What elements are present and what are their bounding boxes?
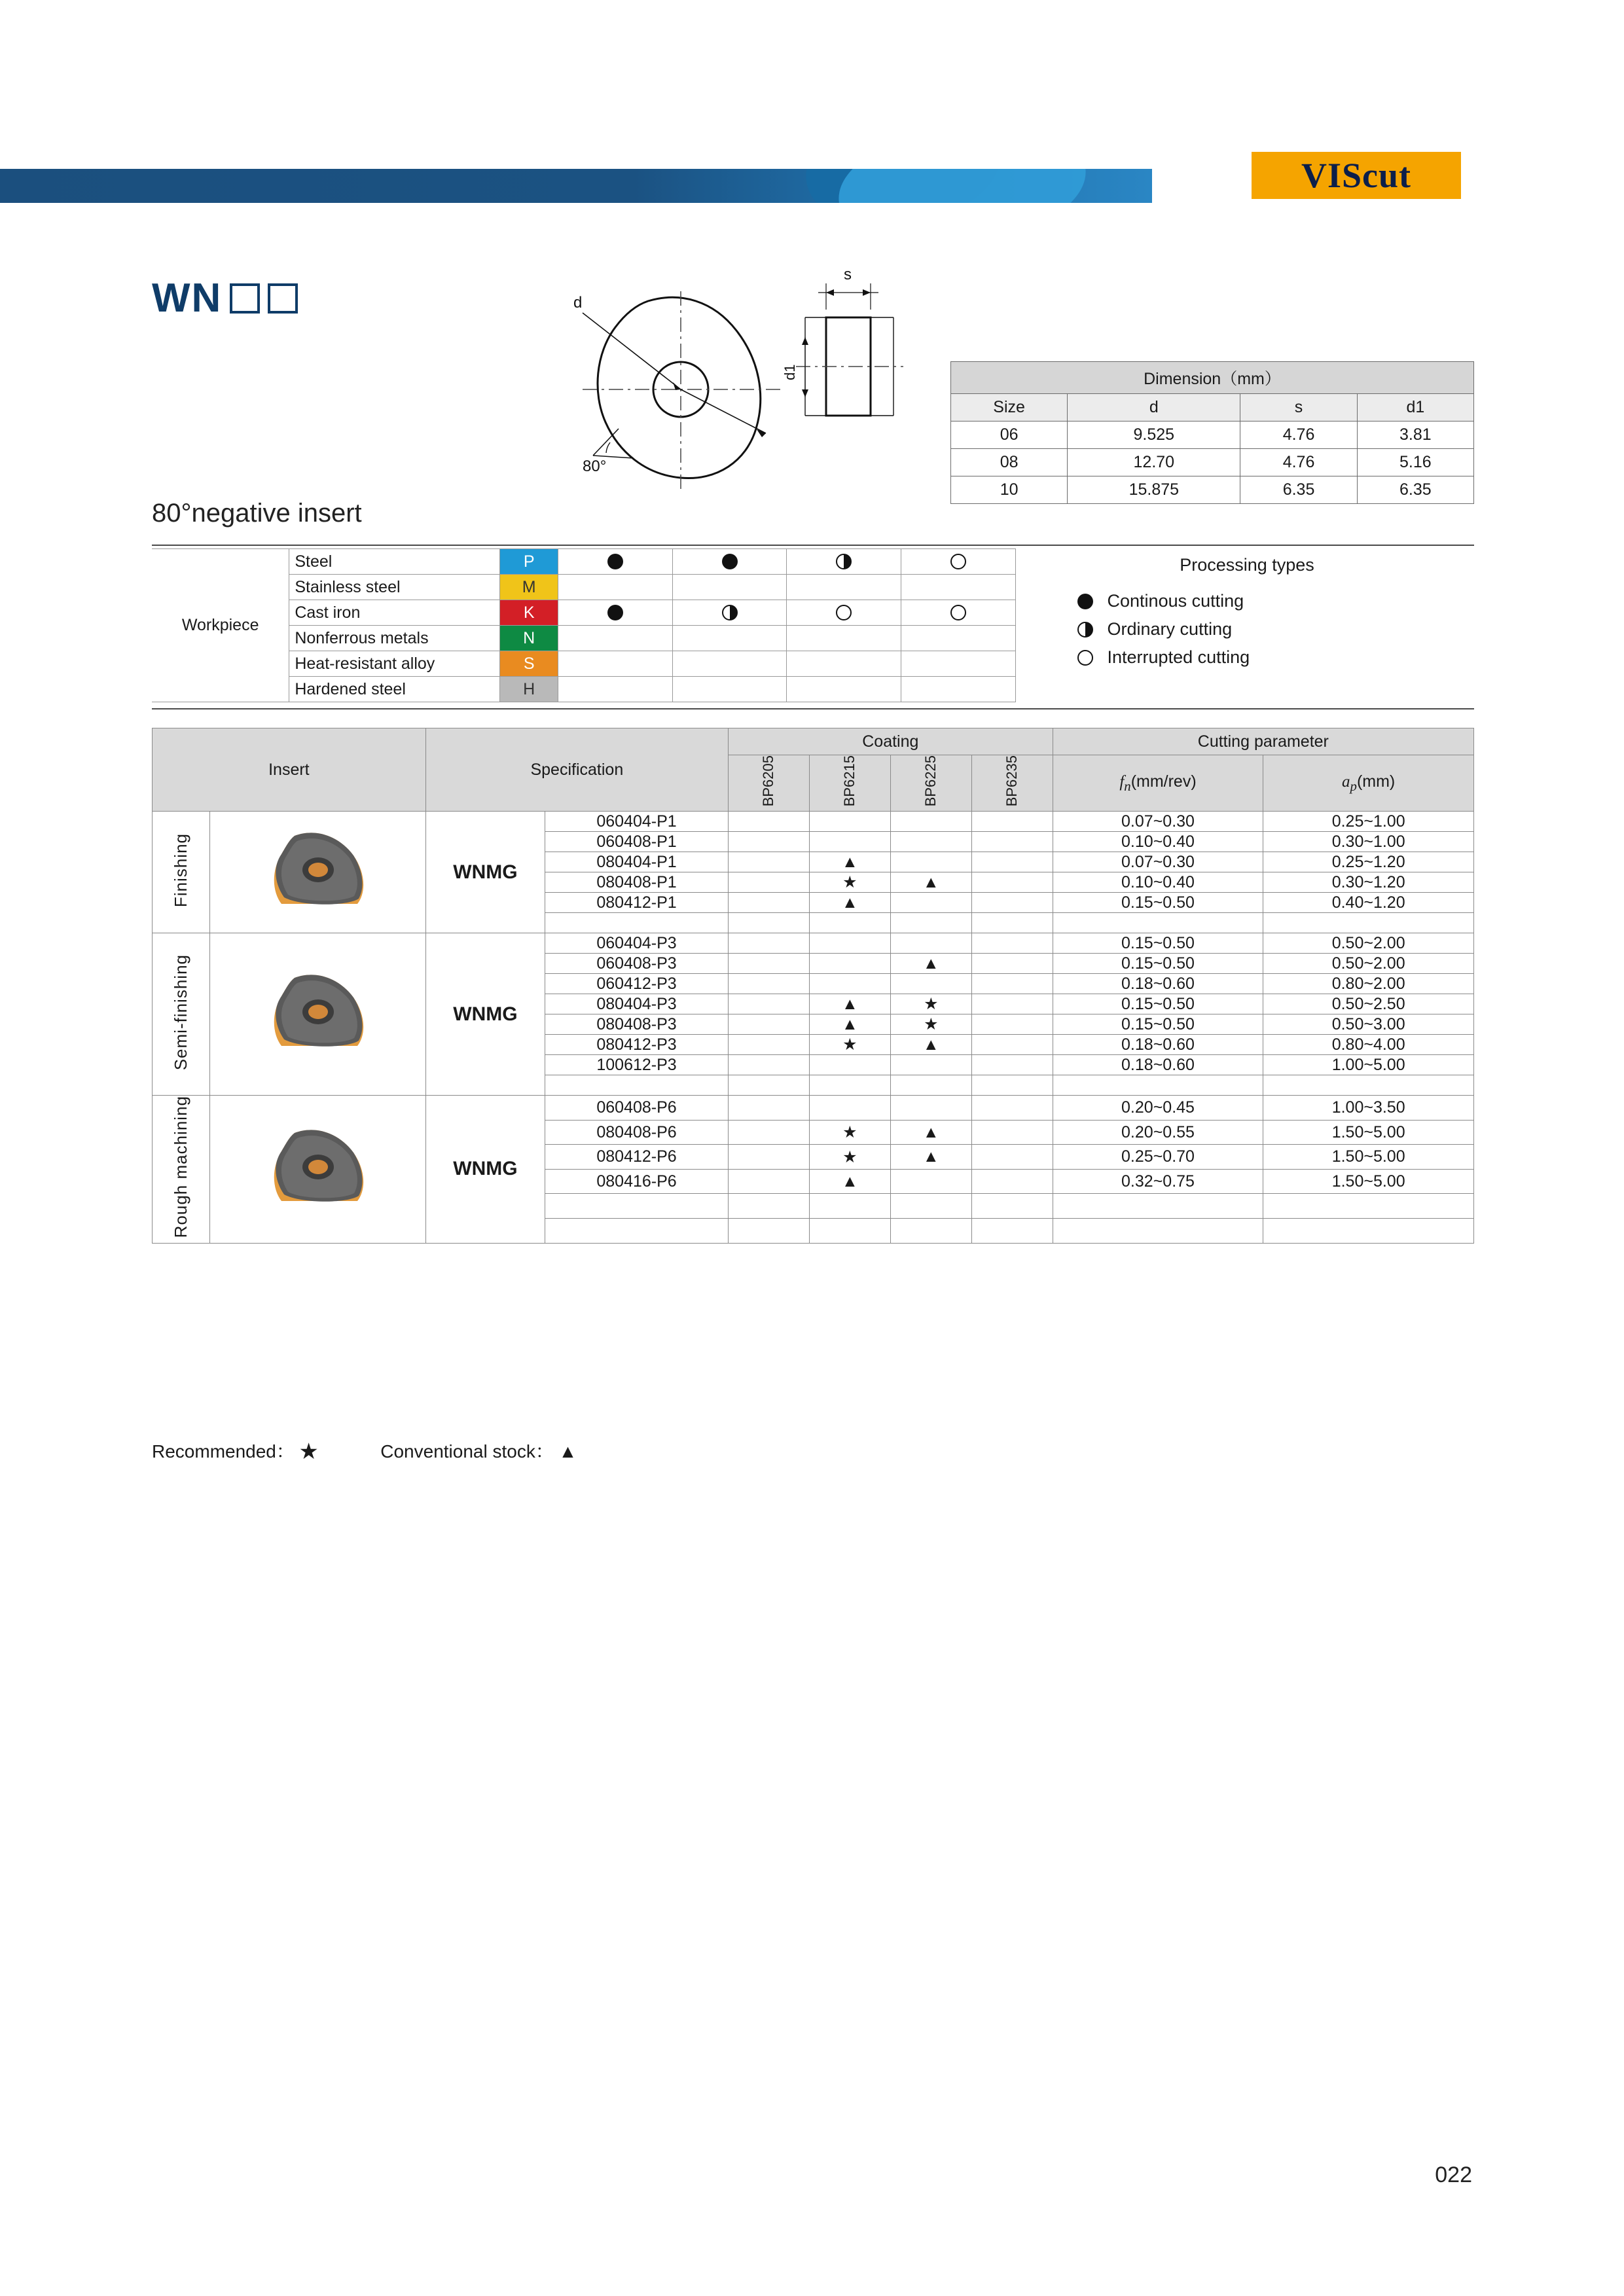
- coating-mark-star: ★: [809, 872, 890, 893]
- table-row: [153, 1096, 1474, 1121]
- workpiece-code-s: S: [500, 651, 558, 677]
- spec-code: 060404-P1: [545, 812, 729, 832]
- feed-rate-value: 0.15~0.50: [1053, 1014, 1263, 1035]
- spec-code: 080404-P1: [545, 852, 729, 872]
- mark-cell: [672, 575, 787, 600]
- coating-mark: [971, 1145, 1053, 1170]
- coating-mark-triangle: ▲: [890, 1145, 971, 1170]
- coating-mark: [971, 1120, 1053, 1145]
- coating-mark: [971, 974, 1053, 994]
- mark-cell: [672, 549, 787, 575]
- coating-mark: [890, 852, 971, 872]
- spec-code: 080412-P6: [545, 1145, 729, 1170]
- cell-d1: 5.16: [1357, 449, 1473, 476]
- spec-code: [545, 1194, 729, 1219]
- table-row: [152, 549, 1016, 575]
- cell-d: 12.70: [1068, 449, 1240, 476]
- coating-mark: [809, 974, 890, 994]
- depth-of-cut-value: [1263, 913, 1474, 933]
- feed-rate-value: [1053, 1075, 1263, 1096]
- depth-of-cut-value: [1263, 1075, 1474, 1096]
- feed-rate-value: 0.15~0.50: [1053, 994, 1263, 1014]
- processing-types-legend: [1021, 548, 1473, 672]
- processing-type-ordinary: [1021, 615, 1473, 643]
- coating-mark: [890, 974, 971, 994]
- coating-mark: [971, 1169, 1053, 1194]
- coating-mark: [971, 1035, 1053, 1055]
- coating-mark: [971, 913, 1053, 933]
- feed-rate-value: 0.18~0.60: [1053, 1055, 1263, 1075]
- table-row: [153, 812, 1474, 832]
- svg-text:s: s: [844, 266, 852, 283]
- svg-text:80°: 80°: [583, 457, 607, 475]
- header-coating-bp6205: BP6205: [728, 755, 809, 812]
- coating-mark: [971, 832, 1053, 852]
- mark-cell: [672, 677, 787, 702]
- coating-mark: [728, 1145, 809, 1170]
- mark-cell: [558, 575, 672, 600]
- legend-recommended-label: Recommended：: [152, 1441, 295, 1462]
- section-divider-top: [152, 545, 1474, 546]
- spec-code: 060404-P3: [545, 933, 729, 954]
- header-swoosh-front: [831, 169, 1093, 203]
- workpiece-code-m: M: [500, 575, 558, 600]
- cell-size: 06: [951, 422, 1068, 449]
- coating-mark: [890, 832, 971, 852]
- coating-mark: [728, 1014, 809, 1035]
- workpiece-name: Cast iron: [289, 600, 500, 626]
- feed-rate-value: [1053, 1194, 1263, 1219]
- continuous-cutting-icon: [1077, 594, 1093, 609]
- coating-mark: [809, 933, 890, 954]
- coating-mark: [809, 832, 890, 852]
- insert-specification-table: [152, 728, 1474, 1244]
- legend-recommended-star-icon: ★: [299, 1441, 318, 1462]
- dimension-header-d: d: [1068, 394, 1240, 422]
- coating-mark: [971, 1075, 1053, 1096]
- feed-rate-value: 0.07~0.30: [1053, 852, 1263, 872]
- cell-s: 4.76: [1240, 422, 1357, 449]
- feed-rate-value: 0.20~0.45: [1053, 1096, 1263, 1121]
- coating-mark-triangle: ▲: [809, 893, 890, 913]
- mark-cell: [558, 677, 672, 702]
- interrupted-cutting-icon: [1077, 650, 1093, 666]
- workpiece-name: Stainless steel: [289, 575, 500, 600]
- mark-cell: [787, 651, 901, 677]
- ordinary-cutting-icon: [1077, 622, 1093, 637]
- section-divider-bottom: [152, 708, 1474, 709]
- mark-cell: [558, 651, 672, 677]
- coating-mark: [971, 1014, 1053, 1035]
- coating-mark: [890, 1055, 971, 1075]
- svg-text:d1: d1: [782, 364, 798, 380]
- mark-cell: [558, 600, 672, 626]
- coating-mark: [890, 1219, 971, 1244]
- mark-cell: [672, 626, 787, 651]
- spec-code: 100612-P3: [545, 1055, 729, 1075]
- page-subtitle: 80°negative insert: [152, 499, 362, 528]
- mark-cell: [787, 677, 901, 702]
- spec-code: [545, 1219, 729, 1244]
- depth-of-cut-value: [1263, 1219, 1474, 1244]
- workpiece-label: Workpiece: [152, 549, 289, 702]
- group-label-rough-machining: Rough machining: [153, 1096, 210, 1243]
- legend-conventional-triangle-icon: ▲: [558, 1441, 577, 1462]
- cell-d1: 6.35: [1357, 476, 1473, 504]
- table-row: [951, 449, 1474, 476]
- processing-type-label: Continous cutting: [1107, 591, 1244, 611]
- header-feed-rate: $f_n(mm/rev)$: [1053, 755, 1263, 812]
- coating-mark-star: ★: [809, 1120, 890, 1145]
- feed-rate-value: 0.32~0.75: [1053, 1169, 1263, 1194]
- page-title-code: WN: [152, 276, 223, 321]
- feed-rate-value: 0.25~0.70: [1053, 1145, 1263, 1170]
- depth-of-cut-value: 1.50~5.00: [1263, 1169, 1474, 1194]
- dimension-header-size: Size: [951, 394, 1068, 422]
- spec-code: [545, 913, 729, 933]
- mark-cell: [901, 575, 1016, 600]
- mark-cell: [558, 549, 672, 575]
- feed-rate-value: 0.18~0.60: [1053, 974, 1263, 994]
- coating-mark: [728, 1120, 809, 1145]
- coating-mark: [890, 1096, 971, 1121]
- coating-mark: [728, 1075, 809, 1096]
- depth-of-cut-value: 0.50~2.50: [1263, 994, 1474, 1014]
- spec-code: 080408-P1: [545, 872, 729, 893]
- coating-mark: [890, 1169, 971, 1194]
- dimension-header-s: s: [1240, 394, 1357, 422]
- coating-mark-triangle: ▲: [809, 1169, 890, 1194]
- mark-cell: [672, 651, 787, 677]
- processing-type-continuous: [1021, 587, 1473, 615]
- coating-mark-triangle: ▲: [890, 872, 971, 893]
- coating-mark: [809, 1096, 890, 1121]
- coating-mark: [809, 812, 890, 832]
- workpiece-name: Hardened steel: [289, 677, 500, 702]
- mark-cell: [672, 600, 787, 626]
- mark-cell: [901, 600, 1016, 626]
- cell-size: 10: [951, 476, 1068, 504]
- cell-d: 15.875: [1068, 476, 1240, 504]
- table-row: [951, 422, 1474, 449]
- coating-mark-triangle: ▲: [809, 1014, 890, 1035]
- coating-mark-triangle: ▲: [809, 852, 890, 872]
- legend-conventional-label: Conventional stock：: [380, 1441, 554, 1462]
- dimension-header-d1: d1: [1357, 394, 1473, 422]
- depth-of-cut-value: 0.80~2.00: [1263, 974, 1474, 994]
- coating-mark: [971, 1096, 1053, 1121]
- cell-s: 4.76: [1240, 449, 1357, 476]
- workpiece-table: [152, 548, 1016, 702]
- coating-mark: [809, 954, 890, 974]
- depth-of-cut-value: 0.40~1.20: [1263, 893, 1474, 913]
- dimension-table-caption: Dimension（mm）: [951, 362, 1474, 394]
- processing-type-interrupted: [1021, 643, 1473, 672]
- page-number: 022: [1435, 2162, 1472, 2187]
- coating-mark-triangle: ▲: [890, 1120, 971, 1145]
- header-cutting-parameter: Cutting parameter: [1053, 728, 1473, 755]
- depth-of-cut-value: 1.00~3.50: [1263, 1096, 1474, 1121]
- coating-mark: [728, 832, 809, 852]
- depth-of-cut-value: 0.80~4.00: [1263, 1035, 1474, 1055]
- coating-mark: [809, 1219, 890, 1244]
- header-coating-bp6215: BP6215: [809, 755, 890, 812]
- coating-mark: [890, 812, 971, 832]
- feed-rate-value: 0.20~0.55: [1053, 1120, 1263, 1145]
- coating-mark: [971, 812, 1053, 832]
- feed-rate-value: 0.15~0.50: [1053, 933, 1263, 954]
- table-row: [951, 476, 1474, 504]
- feed-rate-value: 0.15~0.50: [1053, 893, 1263, 913]
- coating-mark: [728, 913, 809, 933]
- depth-of-cut-value: 0.25~1.00: [1263, 812, 1474, 832]
- coating-mark-star: ★: [809, 1145, 890, 1170]
- dimension-table: [950, 361, 1474, 504]
- depth-of-cut-value: 0.50~2.00: [1263, 933, 1474, 954]
- group-label-semi-finishing: Semi-finishing: [153, 933, 210, 1096]
- mark-cell: [787, 626, 901, 651]
- brand-logo: [1252, 152, 1461, 199]
- brand-logo-text: VIScut: [1301, 156, 1412, 195]
- cell-d: 9.525: [1068, 422, 1240, 449]
- coating-mark: [728, 954, 809, 974]
- group-label-finishing: Finishing: [153, 812, 210, 933]
- spec-code: [545, 1075, 729, 1096]
- spec-code: 080412-P3: [545, 1035, 729, 1055]
- coating-mark: [728, 872, 809, 893]
- depth-of-cut-value: 1.00~5.00: [1263, 1055, 1474, 1075]
- insert-photo-semi-finishing: [209, 933, 425, 1096]
- spec-code: 080404-P3: [545, 994, 729, 1014]
- header-depth-of-cut: $a_p(mm)$: [1263, 755, 1474, 812]
- coating-mark-triangle: ▲: [890, 1035, 971, 1055]
- spec-code: 060408-P1: [545, 832, 729, 852]
- svg-text:d: d: [573, 294, 583, 312]
- feed-rate-value: 0.15~0.50: [1053, 954, 1263, 974]
- feed-rate-value: [1053, 1219, 1263, 1244]
- workpiece-code-n: N: [500, 626, 558, 651]
- spec-code: 080408-P6: [545, 1120, 729, 1145]
- coating-mark: [971, 994, 1053, 1014]
- processing-type-label: Interrupted cutting: [1107, 647, 1250, 667]
- coating-mark: [809, 1055, 890, 1075]
- spec-name-wnmg-rough: WNMG: [425, 1096, 545, 1243]
- coating-mark: [809, 1194, 890, 1219]
- coating-mark: [890, 933, 971, 954]
- processing-types-title: Processing types: [1180, 555, 1314, 575]
- coating-mark: [728, 1219, 809, 1244]
- spec-code: 080412-P1: [545, 893, 729, 913]
- spec-name-wnmg-semi-finishing: WNMG: [425, 933, 545, 1096]
- header-decorative-band: [0, 169, 1152, 203]
- coating-mark: [728, 1096, 809, 1121]
- depth-of-cut-value: 1.50~5.00: [1263, 1120, 1474, 1145]
- insert-photo-rough-machining: [209, 1096, 425, 1243]
- coating-mark: [971, 852, 1053, 872]
- mark-cell: [901, 626, 1016, 651]
- depth-of-cut-value: 0.30~1.00: [1263, 832, 1474, 852]
- coating-mark: [890, 1075, 971, 1096]
- depth-of-cut-value: 1.50~5.00: [1263, 1145, 1474, 1170]
- mark-cell: [558, 626, 672, 651]
- coating-mark: [728, 1055, 809, 1075]
- header-coating: Coating: [728, 728, 1053, 755]
- depth-of-cut-value: 0.50~2.00: [1263, 954, 1474, 974]
- depth-of-cut-value: 0.25~1.20: [1263, 852, 1474, 872]
- header-insert: Insert: [153, 728, 426, 812]
- workpiece-name: Heat-resistant alloy: [289, 651, 500, 677]
- feed-rate-value: 0.18~0.60: [1053, 1035, 1263, 1055]
- coating-mark: [728, 974, 809, 994]
- coating-mark: [809, 1075, 890, 1096]
- depth-of-cut-value: [1263, 1194, 1474, 1219]
- workpiece-name: Steel: [289, 549, 500, 575]
- symbol-legend: [152, 1437, 577, 1463]
- coating-mark: [728, 933, 809, 954]
- coating-mark: [728, 852, 809, 872]
- feed-rate-value: 0.07~0.30: [1053, 812, 1263, 832]
- coating-mark: [728, 1194, 809, 1219]
- processing-type-label: Ordinary cutting: [1107, 619, 1233, 639]
- coating-mark: [971, 893, 1053, 913]
- insert-side-view-drawing: [779, 259, 949, 514]
- coating-mark: [971, 1055, 1053, 1075]
- header-specification: Specification: [425, 728, 728, 812]
- spec-code: 060408-P3: [545, 954, 729, 974]
- header-coating-bp6235: BP6235: [971, 755, 1053, 812]
- mark-cell: [787, 575, 901, 600]
- workpiece-code-k: K: [500, 600, 558, 626]
- spec-name-wnmg-finishing: WNMG: [425, 812, 545, 933]
- workpiece-code-p: P: [500, 549, 558, 575]
- coating-mark: [728, 812, 809, 832]
- coating-mark: [971, 954, 1053, 974]
- coating-mark: [890, 1194, 971, 1219]
- cell-s: 6.35: [1240, 476, 1357, 504]
- feed-rate-value: 0.10~0.40: [1053, 872, 1263, 893]
- coating-mark: [728, 1035, 809, 1055]
- page-title: [152, 275, 298, 321]
- coating-mark: [971, 872, 1053, 893]
- cell-size: 08: [951, 449, 1068, 476]
- spec-code: 060412-P3: [545, 974, 729, 994]
- coating-mark: [728, 1169, 809, 1194]
- coating-mark: [890, 913, 971, 933]
- workpiece-name: Nonferrous metals: [289, 626, 500, 651]
- feed-rate-value: 0.10~0.40: [1053, 832, 1263, 852]
- coating-mark-triangle: ▲: [890, 954, 971, 974]
- coating-mark: [728, 994, 809, 1014]
- mark-cell: [901, 549, 1016, 575]
- coating-mark-star: ★: [890, 994, 971, 1014]
- spec-code: 060408-P6: [545, 1096, 729, 1121]
- cell-d1: 3.81: [1357, 422, 1473, 449]
- mark-cell: [787, 600, 901, 626]
- mark-cell: [787, 549, 901, 575]
- coating-mark-star: ★: [890, 1014, 971, 1035]
- placeholder-square-1-icon: [230, 283, 260, 314]
- coating-mark: [890, 893, 971, 913]
- coating-mark-triangle: ▲: [809, 994, 890, 1014]
- coating-mark: [971, 933, 1053, 954]
- placeholder-square-2-icon: [268, 283, 298, 314]
- spec-code: 080408-P3: [545, 1014, 729, 1035]
- coating-mark: [728, 893, 809, 913]
- table-row: [153, 933, 1474, 954]
- header-coating-bp6225: BP6225: [890, 755, 971, 812]
- depth-of-cut-value: 0.30~1.20: [1263, 872, 1474, 893]
- mark-cell: [901, 651, 1016, 677]
- mark-cell: [901, 677, 1016, 702]
- insert-photo-finishing: [209, 812, 425, 933]
- workpiece-code-h: H: [500, 677, 558, 702]
- coating-mark: [809, 913, 890, 933]
- coating-mark: [971, 1194, 1053, 1219]
- coating-mark-star: ★: [809, 1035, 890, 1055]
- coating-mark: [971, 1219, 1053, 1244]
- depth-of-cut-value: 0.50~3.00: [1263, 1014, 1474, 1035]
- feed-rate-value: [1053, 913, 1263, 933]
- spec-code: 080416-P6: [545, 1169, 729, 1194]
